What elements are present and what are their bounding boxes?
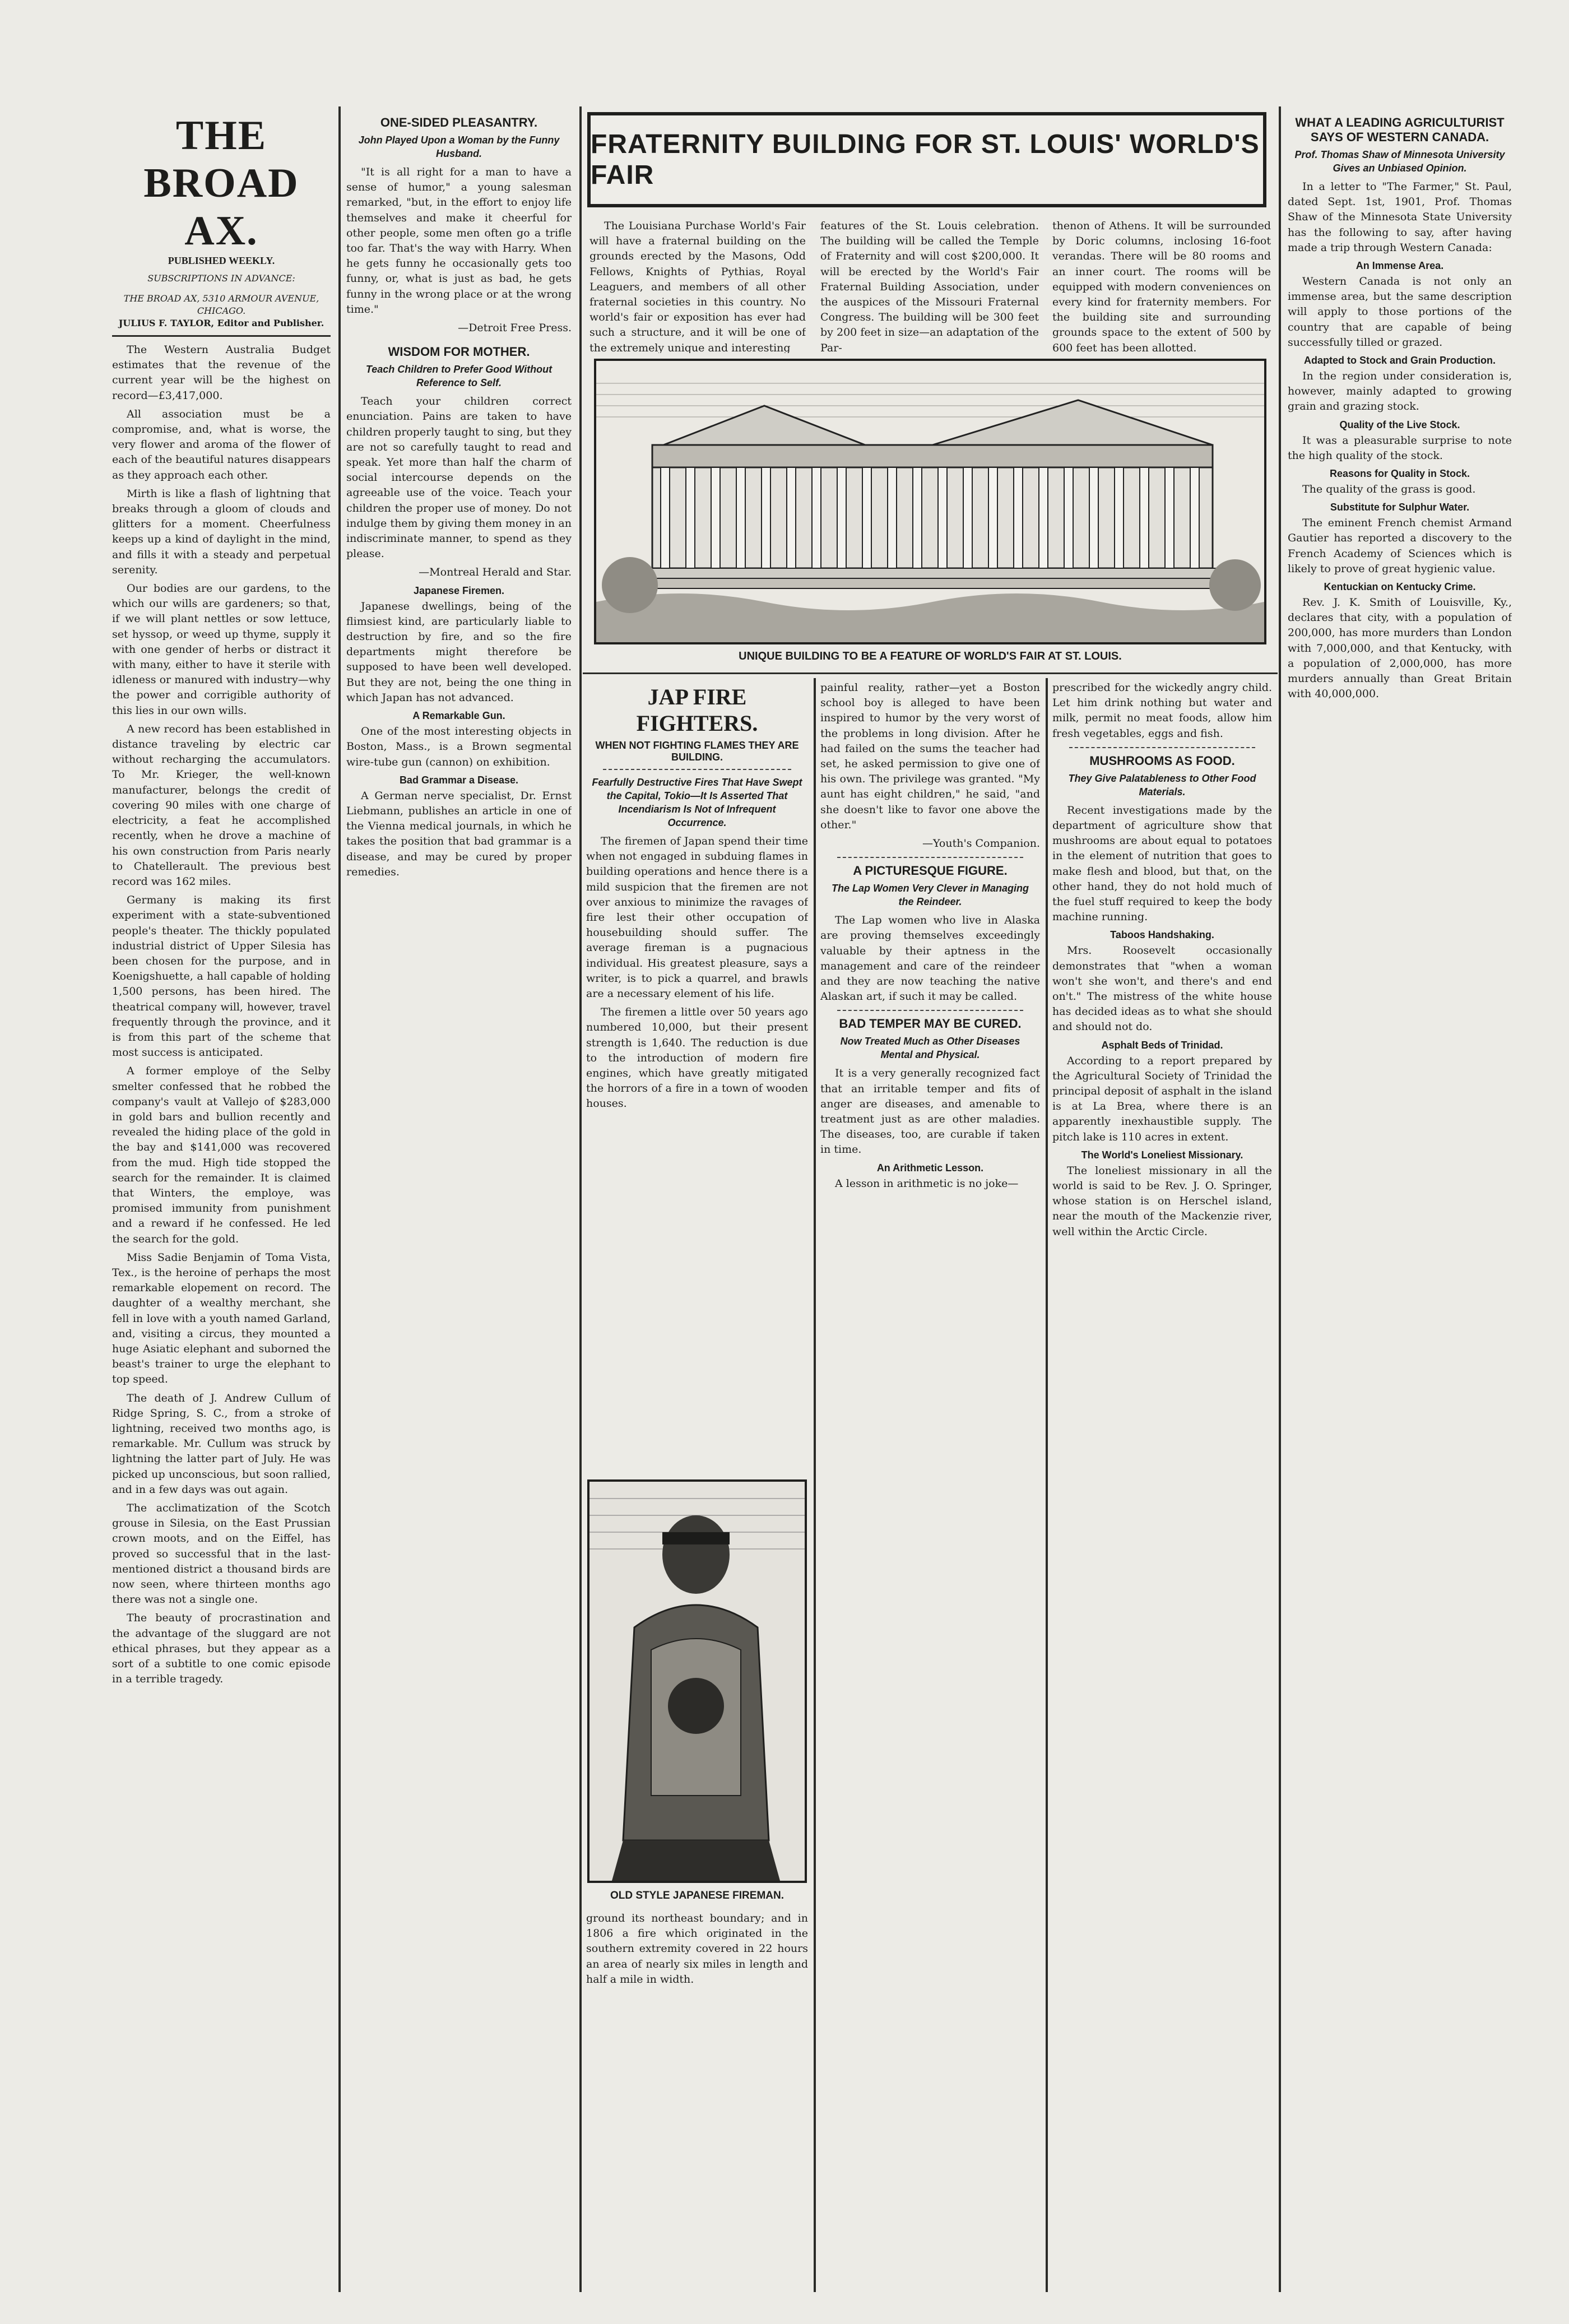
article-deck: Teach Children to Prefer Good Without Reference to Self. [365, 364, 553, 389]
paragraph: Miss Sadie Benjamin of Toma Vista, Tex., is the heroine of perhaps the most remarkable elopement on record. The daughter of a wealthy merchant, she fell in love with a youth named Garland, and, visiting a circus, they mounted a huge Asiatic elephant and suborned the beast's trainer to urge the elephant to top speed. [112, 1251, 331, 1386]
article-subhead: The World's Loneliest Missionary. [1081, 1149, 1243, 1161]
subscription-label: SUBSCRIPTIONS IN ADVANCE: [147, 273, 295, 284]
article-body [346, 599, 572, 706]
article-subhead: Adapted to Stock and Grain Production. [1303, 355, 1496, 367]
fraternity-text-1 [589, 219, 806, 353]
paragraph: The Western Australia Budget estimates that the revenue of the current year will be the highest on record—£3,417,000. [112, 344, 331, 402]
article-body [1288, 274, 1512, 350]
paragraph: prescribed for the wickedly angry child. Let him drink nothing but water and milk, permit no meat foods, allow him fresh vegetables, eggs and fish. [1052, 681, 1272, 740]
masthead-address: THE BROAD AX, 5310 ARMOUR AVENUE, CHICAGO. [123, 293, 319, 316]
column-1-text [112, 342, 331, 1687]
divider [837, 857, 1023, 858]
article-subhead: Bad Grammar a Disease. [399, 774, 519, 786]
fraternity-banner [587, 112, 1266, 207]
paragraph: Our bodies are our gardens, to the which our wills are gardeners; so that, if we will plant nettles or sow lettuce, set hyssop, or weed up thyme, supply it with one gender of herbs or distract it with many, either to have it sterile with idleness or manured with industry—why the power and corrigible authority of this lies in our own wills. [112, 582, 331, 717]
fraternity-text-2 [820, 219, 1039, 353]
masthead-title: THE BROAD AX. [143, 113, 299, 254]
column-4 [820, 680, 1040, 2289]
fireman-drawing [589, 1482, 805, 1881]
paragraph: The Louisiana Purchase World's Fair will have a fraternal building on the grounds erected by the Masons, Odd Fellows, Knights of Pythias, Royal Leaguers, and members of all other fraternal societies in this country. No world's fair or exposition has ever had such a structure, and it will be one of the extremely unique and interesting [589, 220, 806, 353]
divider [583, 672, 1278, 674]
paragraph: thenon of Athens. It will be surrounded by Doric columns, inclosing 16-foot verandas. There will be 80 rooms and an inner court. The rooms will be equipped with modern conveniences on every kind for fraternity members. For the building site and surrounding grounds space to the extent of 500 by 600 feet has been allotted. [1052, 220, 1271, 353]
article-body [1052, 680, 1272, 741]
paragraph: It is a very generally recognized fact that an irritable temper and fits of anger are diseases, and amenable to treatment just as are other maladies. The diseases, too, are curable if taken in time. [820, 1067, 1040, 1156]
paragraph: Japanese dwellings, being of the flimsiest kind, are particularly liable to destruction by fire, and so the fire departments might therefore be supposed to have been well developed. But they are not, being the one thing in which Japan has not advanced. [346, 600, 572, 704]
article-subhead: Taboos Handshaking. [1110, 929, 1214, 941]
article-deck: The Lap Women Very Clever in Managing the Reindeer. [831, 883, 1029, 908]
temple-drawing [596, 361, 1264, 642]
paragraph: The beauty of procrastination and the advantage of the sluggard are not ethical phrases, but they appear as a sort of a subtitle to one comic episode in a terrible tragedy. [112, 1612, 331, 1686]
paragraph: The firemen a little over 50 years ago numbered 10,000, but their present strength is 1,640. The reduction is due to the introduction of modern fire engines, which have greatly mitigated the horrors of a fire in a town of wooden houses. [586, 1006, 808, 1110]
japanese-fireman-illustration [587, 1479, 807, 1883]
paragraph: Germany is making its first experiment with a state-subventioned people's theater. The thickly populated industrial district of Upper Silesia has been chosen for the purpose, and in Koenigshuette, a hall capable of holding 1,500 persons, has been hired. The theatrical company will, however, travel frequently through the province, and it is from this part of the scheme that most success is anticipated. [112, 894, 331, 1059]
article-subhead: Substitute for Sulphur Water. [1330, 502, 1470, 513]
article-headline: BAD TEMPER MAY BE CURED. [839, 1017, 1022, 1031]
paragraph: The loneliest missionary in all the world is said to be Rev. J. O. Springer, whose station is on Herschel island, near the mouth of the Mackenzie river, well within the Arctic Circle. [1052, 1164, 1272, 1238]
divider [1069, 747, 1255, 748]
article-body [1052, 1054, 1272, 1145]
paragraph: "It is all right for a man to have a sense of humor," a young salesman remarked, "but, in the effort to enjoy life themselves and make it cheerful for other people, some men often go a trifle too far. That's the way with Harry. When he gets funny he occasionally gets too funny, or, what is just as bad, he gets funny in the wrong place or at the wrong time." [346, 166, 572, 316]
paragraph: It was a pleasurable surprise to note the high quality of the stock. [1288, 434, 1512, 462]
column-3-continued [586, 1911, 808, 2286]
article-subhead: Quality of the Live Stock. [1339, 419, 1460, 430]
column-2 [346, 112, 572, 2286]
paragraph: The eminent French chemist Armand Gautier has reported a discovery to the French Academy of Sciences which is likely to prove of great hygienic value. [1288, 517, 1512, 575]
article-deck: Fearfully Destructive Fires That Have Swept the Capital, Tokio—It Is Asserted That Incendiarism Is Not of Infrequent Occurrence. [592, 777, 802, 828]
article-headline: JAP FIRE FIGHTERS. [636, 684, 758, 736]
article-subhead: Asphalt Beds of Trinidad. [1101, 1039, 1223, 1051]
article-subhead: A Remarkable Gun. [412, 710, 505, 722]
paragraph: The quality of the grass is good. [1302, 483, 1476, 496]
paragraph: A German nerve specialist, Dr. Ernst Liebmann, publishes an article in one of the Vienna medical journals, in which he takes the position that bad grammar is a disease, and may be cured by proper remedies. [346, 789, 572, 878]
paragraph: Mirth is like a flash of lightning that breaks through a gloom of clouds and glitters for a moment. Cheerfulness keeps up a kind of daylight in the mind, and fills it with a steady and perpetual serenity. [112, 487, 331, 576]
paragraph: A new record has been established in distance traveling by electric car without recharging the accumulators. To Mr. Krieger, the well-known manufacturer, belongs the credit of covering 90 miles with one charge of electricity, a feat he accomplished recently, when he drove a machine of his own construction from Paris nearly to Chatellerault. The previous best record was 162 miles. [112, 722, 331, 888]
paragraph: Teach your children correct enunciation. Pains are taken to have children properly taught to sing, but they are not so carefully taught to read and speak. Yet more than half the charm of social intercourse depends on the agreeable use of the voice. Teach your children the proper use of money. Do not indulge them by giving them money in an indiscriminate manner, to spend as they please. [346, 395, 572, 560]
fireman-caption: OLD STYLE JAPANESE FIREMAN. [610, 1890, 784, 1901]
article-body [1288, 516, 1512, 577]
paragraph: Recent investigations made by the department of agriculture show that mushrooms are about equal to potatoes in the element of nutrition that goes to make flesh and blood, but that, on the other hand, they do not hold much of the fuel stuff required to keep the body machine running. [1052, 804, 1272, 924]
article-subhead: Japanese Firemen. [413, 585, 505, 596]
article-deck: Now Treated Much as Other Diseases Mental and Physical. [840, 1036, 1020, 1061]
article-body [820, 1176, 1040, 1191]
paragraph: Rev. J. K. Smith of Louisville, Ky., declares that city, with a population of 200,000, has more murders than London with 7,000,000, and that Kentucky, with a population of 2,000,000, has more murders annually than Great Britain with 40,000,000. [1288, 596, 1512, 701]
paragraph: A former employe of the Selby smelter confessed that he robbed the company's vault at Vallejo of $283,000 in gold bars and bullion recently and revealed the hiding place of the gold in the bay and $141,000 was recovered from the mud. High tide stopped the search for the remainder. It is claimed that Winters, the employe, was promised immunity from punishment and a reward if he confessed. He led the search for the gold. [112, 1065, 331, 1245]
article-body [346, 165, 572, 336]
article-body [346, 724, 572, 770]
column-rule [1046, 678, 1048, 2292]
article-deck: They Give Palatableness to Other Food Materials. [1068, 772, 1256, 797]
masthead-subtitle: PUBLISHED WEEKLY. [168, 255, 275, 266]
banner-headline: FRATERNITY BUILDING FOR ST. LOUIS' WORLD'S FAIR [591, 129, 1260, 190]
article-subhead: An Arithmetic Lesson. [876, 1162, 984, 1173]
article-source: —Montreal Herald and Star. [419, 566, 572, 579]
article-deck: John Played Upon a Woman by the Funny Husband. [358, 134, 560, 159]
divider [837, 1010, 1023, 1011]
article-body [1288, 369, 1512, 415]
paragraph: One of the most interesting objects in Boston, Mass., is a Brown segmental wire-tube gun (cannon) on exhibition. [346, 725, 572, 768]
article-body [820, 913, 1040, 1004]
article-headline: A PICTURESQUE FIGURE. [853, 864, 1008, 878]
paragraph: ground its northeast boundary; and in 1806 a fire which originated in the southern extremity covered in 22 hours an area of nearly six miles in length and half a mile in width. [586, 1912, 808, 1986]
divider [603, 769, 791, 770]
article-subhead: An Immense Area. [1356, 260, 1444, 272]
fraternity-text-3 [1052, 219, 1271, 353]
article-body [1052, 1163, 1272, 1240]
column-rule [1279, 106, 1281, 2292]
article-body [346, 394, 572, 580]
article-body [1052, 943, 1272, 1035]
paragraph: In a letter to "The Farmer," St. Paul, dated Sept. 1st, 1901, Prof. Thomas Shaw of the Minnesota State University has the following to say, after having made a trip through Western Canada: [1288, 180, 1512, 254]
column-rule [338, 106, 341, 2292]
masthead-editor: JULIUS F. TAYLOR, Editor and Publisher. [118, 318, 324, 328]
article-subhead: Kentuckian on Kentucky Crime. [1324, 581, 1476, 593]
article-deck: Prof. Thomas Shaw of Minnesota University Gives an Unbiased Opinion. [1294, 149, 1505, 174]
paragraph: Western Canada is not only an immense area, but the same description will apply to those portions of the country that are capable of being successfully tilled or grazed. [1288, 275, 1512, 349]
masthead-notice [112, 272, 331, 285]
illustration-caption: UNIQUE BUILDING TO BE A FEATURE OF WORLD'S FAIR AT ST. LOUIS. [739, 650, 1122, 662]
article-body [586, 834, 808, 1112]
article-body [1288, 433, 1512, 463]
article-body [1288, 179, 1512, 256]
paragraph: painful reality, rather—yet a Boston school boy is alleged to have been inspired to humor by the very worst of the problems in long division. After he had failed on the sums the teacher had set, he asked permission to give one of his own. The privilege was granted. "My aunt has eight children," he said, "and she doesn't like to favor one above the other." [820, 681, 1040, 831]
paragraph: Mrs. Roosevelt occasionally demonstrates that "when a woman won't she won't, and there's and end on't." The mistress of the white house has decided ideas as to what she should and should not do. [1052, 944, 1272, 1033]
paragraph: The death of J. Andrew Cullum of Ridge Spring, S. C., from a stroke of lightning, received two months ago, is remarkable. Mr. Cullum was struck by lightning the latter part of July. He was picked up unconscious, but soon rallied, and in a few days was out again. [112, 1391, 331, 1496]
article-subheadline: WHEN NOT FIGHTING FLAMES THEY ARE BUILDING. [595, 740, 799, 763]
article-body [1052, 803, 1272, 925]
article-subhead: Reasons for Quality in Stock. [1329, 468, 1470, 480]
article-headline: WISDOM FOR MOTHER. [388, 345, 530, 359]
column-rule [579, 106, 582, 2292]
article-source: —Detroit Free Press. [458, 322, 572, 335]
article-body [820, 680, 1040, 851]
paragraph: features of the St. Louis celebration. The building will be called the Temple of Fraternity and will cost $200,000. It will be erected by the World's Fair Fraternal Building Association, under the auspices of the Missouri Fraternal Congress. The building will be 300 feet by 200 feet in size—an adaptation of the Par- [820, 220, 1039, 353]
column-5 [1052, 680, 1272, 2289]
article-body [1288, 482, 1512, 497]
article-body [1288, 595, 1512, 702]
paragraph: According to a report prepared by the Agricultural Society of Trinidad the principal deposit of asphalt in the island is at La Brea, where there is an apparently inexhaustible supply. The pitch lake is 110 acres in extent. [1052, 1054, 1272, 1143]
paragraph: The Lap women who live in Alaska are proving themselves exceedingly valuable by their aptness in the management and care of the reindeer and they are now teaching the native Alaskan art, if such it may be called. [820, 914, 1040, 1003]
paragraph: A lesson in arithmetic is no joke— [835, 1177, 1019, 1190]
paragraph: The acclimatization of the Scotch grouse in Silesia, on the East Prussian crown moots, and on the Eiffel, has proved so successful that in the last-mentioned district a thousand birds are now seen, where thirteen months ago there was not a single one. [112, 1502, 331, 1606]
article-body [346, 788, 572, 880]
column-6 [1288, 112, 1512, 2286]
column-1 [112, 112, 331, 2286]
article-headline: WHAT A LEADING AGRICULTURIST SAYS OF WESTERN CANADA. [1295, 115, 1505, 144]
article-headline: ONE-SIDED PLEASANTRY. [380, 115, 538, 129]
divider [112, 335, 331, 337]
paragraph: The firemen of Japan spend their time when not engaged in subduing flames in building operations and hence there is a mild suspicion that the firemen are not over anxious to minimize the ravages of fire lest their other occupation of housebuilding should suffer. The average fireman is a pugnacious individual. His greatest pleasure, says a writer, is to pick a quarrel, and brawls are a necessary element of his life. [586, 835, 808, 1000]
article-body [820, 1066, 1040, 1157]
paragraph: All association must be a compromise, and, what is worse, the very flower and aroma of the flower of each of the beautiful natures disappears as they approach each other. [112, 407, 331, 481]
paragraph: In the region under consideration is, however, mainly adapted to growing grain and grazing stock. [1288, 370, 1512, 413]
article-headline: MUSHROOMS AS FOOD. [1089, 753, 1235, 768]
article-source: —Youth's Companion. [922, 837, 1040, 850]
column-rule [814, 678, 816, 2292]
fraternity-building-illustration [594, 359, 1266, 644]
